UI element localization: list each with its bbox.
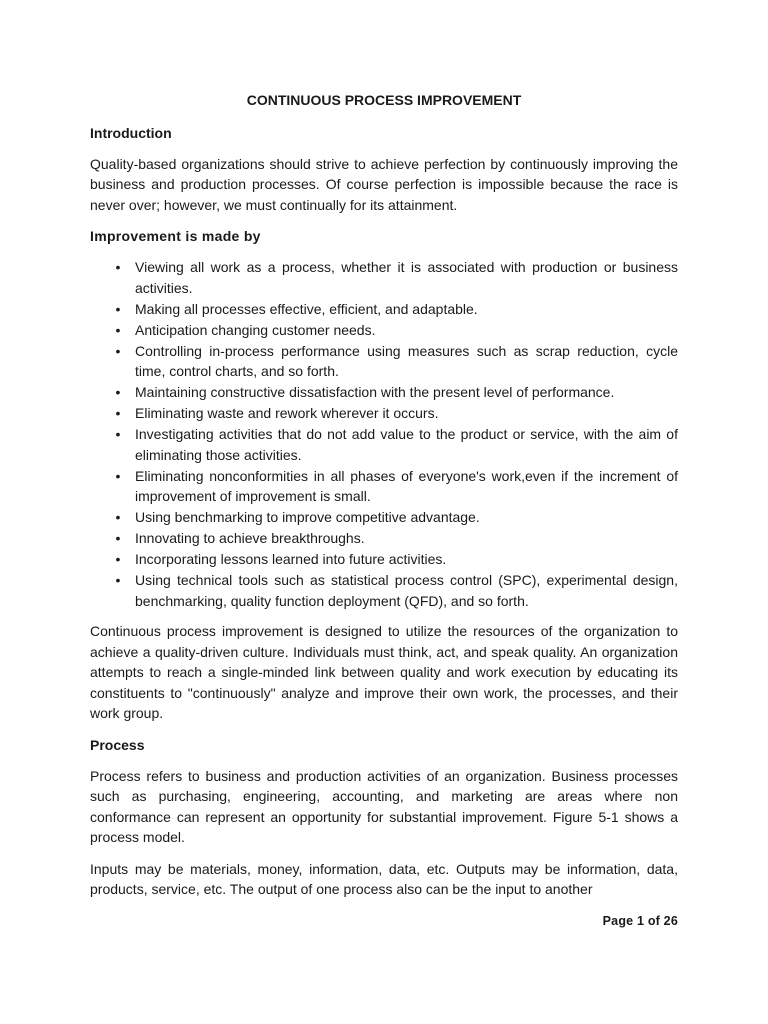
introduction-paragraph: Quality-based organizations should strive to achieve perfection by continuously improving the business and production processes. Of course perfection is impossible because the race is never over; however, we must continually for its attainment.: [90, 155, 678, 213]
bullet-icon: •: [115, 384, 121, 400]
list-item-text: Making all processes effective, efficient, and adaptable.: [135, 300, 478, 317]
list-item-text: Maintaining constructive dissatisfaction with the present level of performance.: [135, 384, 615, 400]
list-item: [90, 382, 678, 403]
list-item-text: Anticipation changing customer needs.: [135, 321, 376, 338]
bullet-icon: •: [115, 530, 121, 546]
list-item: [90, 403, 678, 424]
process-paragraph: Process refers to business and production activities of an organization. Business processes such as purchasing, engineering, accounting, and marketing are areas where non conformance can represent an opportunity for substantial improvement. Figure 5-1 shows a process model.: [90, 767, 678, 845]
bullet-icon: •: [115, 321, 121, 338]
improvement-heading: Improvement is made by: [90, 228, 261, 244]
inputs-paragraph: Inputs may be materials, money, information, data, etc. Outputs may be information, data, products, service, etc. The output of one process also can be the input to another: [90, 860, 678, 897]
list-item-text: Innovating to achieve breakthroughs.: [135, 530, 365, 546]
process-heading: Process: [90, 736, 145, 753]
list-item-text: Eliminating waste and rework wherever it occurs.: [135, 405, 439, 421]
list-item-text: Incorporating lessons learned into future activities.: [135, 551, 447, 567]
improvement-list: [90, 257, 678, 611]
bullet-icon: •: [115, 551, 121, 567]
bullet-icon: •: [115, 300, 121, 317]
introduction-heading: Introduction: [90, 124, 172, 141]
list-item: [90, 299, 678, 320]
bullet-icon: •: [115, 405, 121, 421]
page-content: [90, 90, 678, 911]
list-item-text: Controlling in-process performance using measures such as scrap reduction, cycle time, control charts, and so forth.: [135, 342, 678, 379]
bullet-icon: •: [115, 467, 121, 484]
bullet-icon: •: [115, 572, 121, 588]
list-item-text: Investigating activities that do not add value to the product or service, with the aim of eliminating those activities.: [135, 426, 678, 463]
bullet-icon: •: [115, 509, 121, 525]
continuous-improvement-paragraph: Continuous process improvement is designed to utilize the resources of the organization to achieve a quality-driven culture. Individuals must think, act, and speak quality. An organization attempts to reach a single-minded link between quality and work execution by educating its constituents to "continuously" analyze and improve their own work, the processes, and their work group.: [90, 623, 678, 721]
list-item: [90, 257, 678, 298]
list-item-text: Using technical tools such as statistical process control (SPC), experimental design, benchmarking, quality function deployment (QFD), and so forth.: [135, 572, 678, 609]
list-item-text: Using benchmarking to improve competitive advantage.: [135, 509, 480, 525]
list-item: [90, 549, 678, 570]
list-item: [90, 320, 678, 341]
list-item: [90, 424, 678, 465]
list-item: [90, 341, 678, 382]
bullet-icon: •: [115, 259, 121, 275]
list-item: [90, 570, 678, 611]
list-item: [90, 507, 678, 528]
list-item-text: Viewing all work as a process, whether it is associated with production or business activities.: [135, 259, 678, 296]
bullet-icon: •: [115, 426, 121, 442]
document-title: CONTINUOUS PROCESS IMPROVEMENT: [246, 92, 522, 108]
list-item: [90, 466, 678, 507]
page-number: Page 1 of 26: [602, 914, 678, 928]
list-item: [90, 528, 678, 549]
list-item-text: Eliminating nonconformities in all phases of everyone's work,even if the increment of improvement of improvement is small.: [135, 467, 678, 504]
bullet-icon: •: [115, 342, 121, 359]
